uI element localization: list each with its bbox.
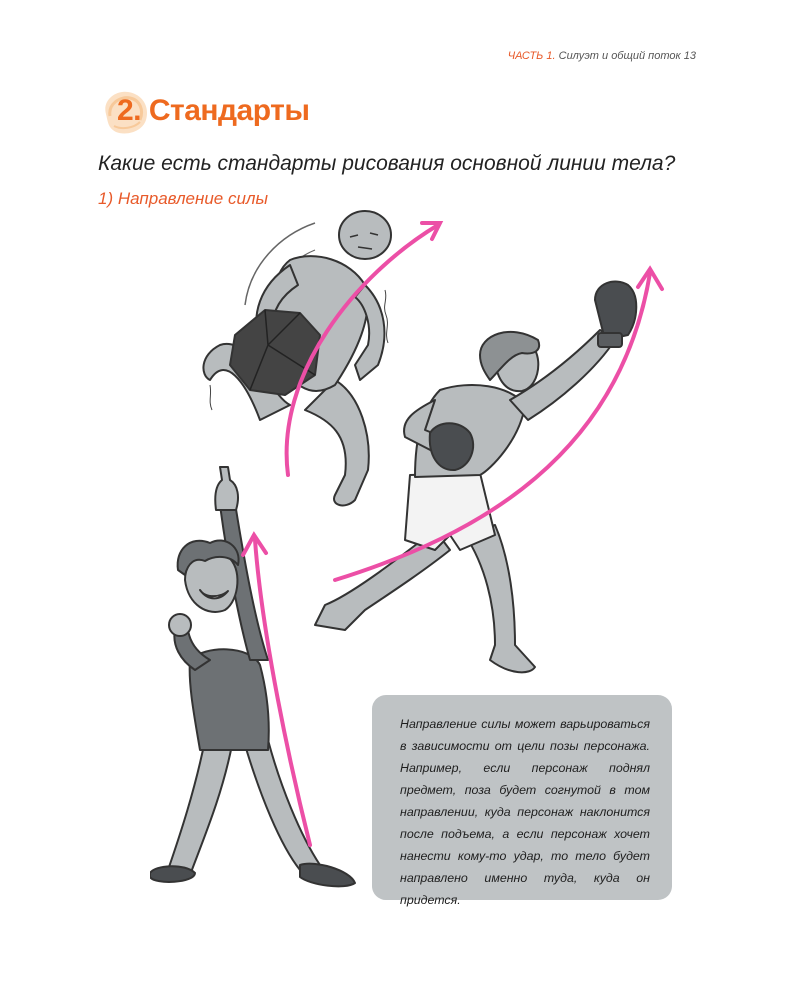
chapter-title: 2. Стандарты [117,94,310,127]
rock-lifter-figure [203,211,391,505]
running-head-part: ЧАСТЬ 1. [507,50,556,62]
pointing-man-figure [150,467,355,886]
note-text: Направление силы может варьироваться в зависимости от цели позы персонажа. Например, если персонаж поднял предмет, поза будет согнутой в том направлении, куда персонаж наклонится после подъема, а если персонаж хочет нанести кому-то удар, то тело будет направлено именно туда, куда он придется. [400,717,650,907]
section-subheading: 1) Направление силы [98,189,269,208]
note-box [372,695,672,907]
page-number: 13 [683,50,696,62]
running-head [508,50,696,62]
section-question: Какие есть стандарты рисования основной линии тела? [98,152,676,175]
running-head-title: Силуэт и общий поток [558,50,681,62]
